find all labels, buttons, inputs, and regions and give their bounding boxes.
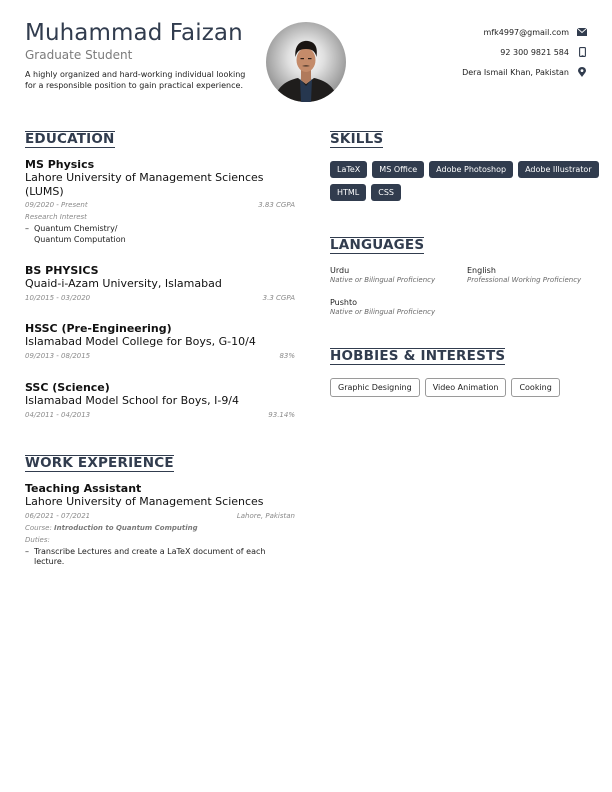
bullet-item: – Quantum Chemistry/ Quantum Computation (25, 224, 135, 245)
entry-location: Lahore, Pakistan (236, 511, 295, 520)
entry-grade: 83% (279, 351, 295, 360)
skills-heading: SKILLS (330, 131, 384, 147)
language-name: Urdu (330, 266, 350, 275)
entry-meta (25, 512, 295, 521)
contact-location (462, 62, 588, 82)
hobby-tag: Cooking (511, 378, 559, 397)
skills-list (330, 161, 600, 201)
duties-label: Duties: (25, 535, 50, 544)
mobile-phone-icon (576, 47, 588, 57)
language-name: Pushto (330, 298, 358, 307)
education-entry (25, 158, 295, 245)
hobby-tag: Video Animation (425, 378, 507, 397)
summary-text: A highly organized and hard-working individual looking for a responsible position to gain practical experience. (25, 70, 246, 90)
language-level: Native or Bilingual Proficiency (330, 308, 436, 316)
map-marker-icon (576, 67, 588, 77)
hobbies-list (330, 378, 600, 397)
degree-title: SSC (Science) (25, 381, 110, 394)
person-portrait-icon (266, 22, 346, 102)
institution-name: Islamabad Model College for Boys, G-10/4 (25, 335, 256, 348)
skill-tag: HTML (330, 184, 366, 201)
entry-grade: 3.3 CGPA (262, 293, 295, 302)
degree-title: BS PHYSICS (25, 264, 99, 277)
entry-dates: 04/2011 - 04/2013 (25, 410, 91, 419)
language-name: English (467, 266, 496, 275)
contact-email[interactable] (462, 22, 588, 42)
skill-tag: Adobe Photoshop (429, 161, 513, 178)
skill-tag: Adobe Illustrator (518, 161, 599, 178)
education-entry (25, 322, 295, 361)
degree-title: MS Physics (25, 158, 95, 171)
language-level: Professional Working Proficiency (467, 276, 582, 284)
entry-meta (25, 201, 295, 210)
skill-tag: MS Office (372, 161, 424, 178)
job-role: Teaching Assistant (25, 482, 142, 495)
language-item (330, 297, 465, 317)
phone-text[interactable]: 92 300 9821 584 (500, 47, 569, 57)
languages-heading: LANGUAGES (330, 237, 425, 253)
bullet-list (25, 224, 295, 245)
education-heading: EDUCATION (25, 131, 115, 147)
course-line (25, 524, 295, 533)
skill-tag: LaTeX (330, 161, 367, 178)
entry-grade: 3.83 CGPA (258, 201, 295, 209)
hobbies-heading: HOBBIES & INTERESTS (330, 348, 506, 364)
organization-name: Lahore University of Management Sciences (25, 495, 264, 508)
entry-grade: 93.14% (268, 410, 295, 419)
education-entry (25, 381, 295, 420)
entry-dates: 09/2013 - 08/2015 (25, 351, 91, 360)
contact-block (462, 22, 588, 82)
work-experience-heading: WORK EXPERIENCE (25, 455, 174, 471)
entry-sublabel: Research Interest (25, 213, 87, 221)
course-label: Course: (25, 523, 55, 532)
language-level: Native or Bilingual Proficiency (330, 276, 436, 284)
location-text: Dera Ismail Khan, Pakistan (462, 67, 569, 77)
language-item (330, 265, 465, 285)
envelope-icon (576, 28, 588, 36)
degree-title: HSSC (Pre-Engineering) (25, 322, 172, 335)
candidate-name: Muhammad Faizan (25, 20, 243, 46)
language-item (467, 265, 602, 285)
entry-meta (25, 294, 295, 303)
entry-meta (25, 352, 295, 361)
bullet-item: – Transcribe Lectures and create a LaTeX document of each lecture. (25, 547, 275, 568)
entry-dates: 09/2020 - Present (25, 201, 88, 209)
institution-name: Quaid-i-Azam University, Islamabad (25, 277, 222, 290)
profile-photo (266, 22, 346, 102)
work-entry (25, 482, 295, 568)
entry-dates: 06/2021 - 07/2021 (25, 511, 91, 520)
institution-name: Islamabad Model School for Boys, I-9/4 (25, 394, 240, 407)
contact-phone[interactable] (462, 42, 588, 62)
bullet-list (25, 547, 295, 568)
skill-tag: CSS (371, 184, 401, 201)
email-text[interactable]: mfk4997@gmail.com (483, 27, 569, 37)
entry-dates: 10/2015 - 03/2020 (25, 293, 91, 302)
hobby-tag: Graphic Designing (330, 378, 420, 397)
course-name: Introduction to Quantum Computing (54, 523, 198, 532)
institution-name: Lahore University of Management Sciences (LUMS) (25, 171, 264, 198)
entry-meta (25, 411, 295, 420)
candidate-title: Graduate Student (25, 48, 133, 62)
education-entry (25, 264, 295, 303)
